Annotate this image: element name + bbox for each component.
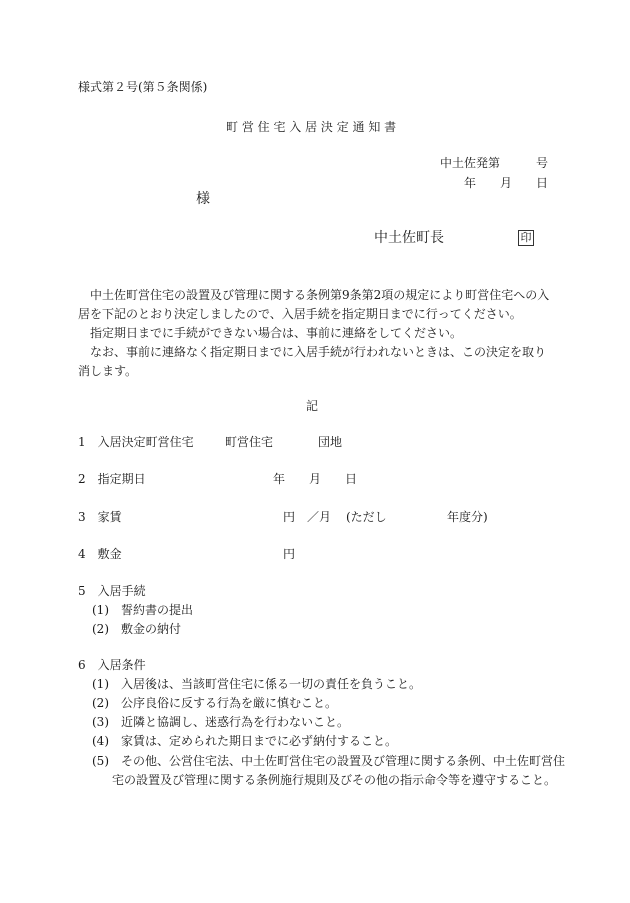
item6-sub-2: (2) 公序良俗に反する行為を厳に慎むこと。 [92,696,337,710]
addressee-suffix: 様 [196,191,210,207]
item3-label: 3 家賃 [78,510,122,524]
issue-date: 年 月 日 [464,176,549,190]
item6-sub-5: (5) その他、公営住宅法、中土佐町営住宅の設置及び管理に関する条例、中土佐町営住宅の設置及び管理に関する条例施行規則及びその他の指示命令等を遵守すること。 [92,754,566,787]
body-paragraph-2: 指定期日までに手続ができない場合は、事前に連絡をしてください。 [90,326,463,340]
item6-sub-4: (4) 家賃は、定められた期日までに必ず納付すること。 [92,734,398,748]
item2-label: 2 指定期日 [78,472,146,486]
seal-box [518,230,534,246]
item3-note: (ただし [346,510,387,524]
item4-unit: 円 [283,547,296,561]
document-number: 中土佐発第 号 [440,156,549,170]
item6-sub-1: (1) 入居後は、当該町営住宅に係る一切の責任を負うこと。 [92,677,422,691]
item3-unit: 円 ／月 [283,510,332,524]
ki-heading: 記 [306,399,319,413]
item5-sub-2: (2) 敷金の納付 [92,622,181,636]
item6-label: 6 入居条件 [78,658,146,672]
item6-sub-3: (3) 近隣と協調し、迷惑行為を行わないこと。 [92,715,349,729]
sender-name: 中土佐町長 [374,230,444,246]
body-paragraph-3: なお、事前に連絡なく指定期日までに入居手続が行われないときは、この決定を取り消します。 [78,345,547,378]
seal-mark: 印 [518,230,534,246]
item1-housing: 町営住宅 [225,435,274,449]
item5-sub-1: (1) 誓約書の提出 [92,603,193,617]
item1-complex: 団地 [318,435,343,449]
item3-note-end: 年度分) [447,510,488,524]
body-paragraph-1: 中土佐町営住宅の設置及び管理に関する条例第9条第2項の規定により町営住宅への入居を下記のとおり決定しましたので、入居手続を指定期日までに行ってください。 [78,288,550,321]
item5-label: 5 入居手続 [78,584,146,598]
item4-label: 4 敷金 [78,547,122,561]
item2-date: 年 月 日 [273,472,358,486]
form-number: 様式第２号(第５条関係) [78,80,208,94]
document-title: 町 営 住 宅 入 居 決 定 通 知 書 [226,120,397,134]
item1-label: 1 入居決定町営住宅 [78,435,194,449]
